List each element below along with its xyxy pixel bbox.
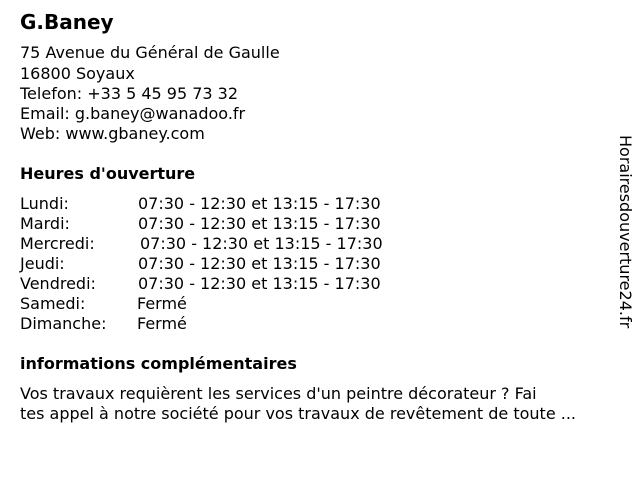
day-hours: 07:30 - 12:30 et 13:15 - 17:30 [138,214,381,233]
info-text-line1: Vos travaux requièrent les services d'un peintre décorateur ? Fai [20,384,537,403]
email-line: Email: g.baney@wanadoo.fr [20,104,246,123]
hours-heading: Heures d'ouverture [20,164,196,183]
hours-row-vendredi [20,274,440,294]
day-label: Lundi: [20,194,69,213]
hours-row-dimanche [20,314,440,334]
day-hours: 07:30 - 12:30 et 13:15 - 17:30 [138,254,381,273]
day-label: Jeudi: [20,254,65,273]
info-heading: informations complémentaires [20,354,297,373]
day-hours: Fermé [137,294,187,313]
day-label: Dimanche: [20,314,107,333]
business-name: G.Baney [20,10,114,34]
day-hours: 07:30 - 12:30 et 13:15 - 17:30 [140,234,383,253]
info-text-line2: tes appel à notre société pour vos travaux de revêtement de toute ... [20,404,577,423]
day-label: Samedi: [20,294,86,313]
day-hours: Fermé [137,314,187,333]
day-hours: 07:30 - 12:30 et 13:15 - 17:30 [138,194,381,213]
day-label: Vendredi: [20,274,96,293]
hours-row-mardi [20,214,440,234]
web-line: Web: www.gbaney.com [20,124,205,143]
hours-row-jeudi [20,254,440,274]
address-street: 75 Avenue du Général de Gaulle [20,43,280,62]
phone-line: Telefon: +33 5 45 95 73 32 [20,84,239,103]
day-label: Mardi: [20,214,70,233]
hours-row-samedi [20,294,440,314]
hours-row-lundi [20,194,440,214]
site-watermark: Horairesdouverture24.fr [616,135,635,329]
address-city: 16800 Soyaux [20,64,135,83]
hours-row-mercredi [20,234,440,254]
day-label: Mercredi: [20,234,95,253]
day-hours: 07:30 - 12:30 et 13:15 - 17:30 [138,274,381,293]
